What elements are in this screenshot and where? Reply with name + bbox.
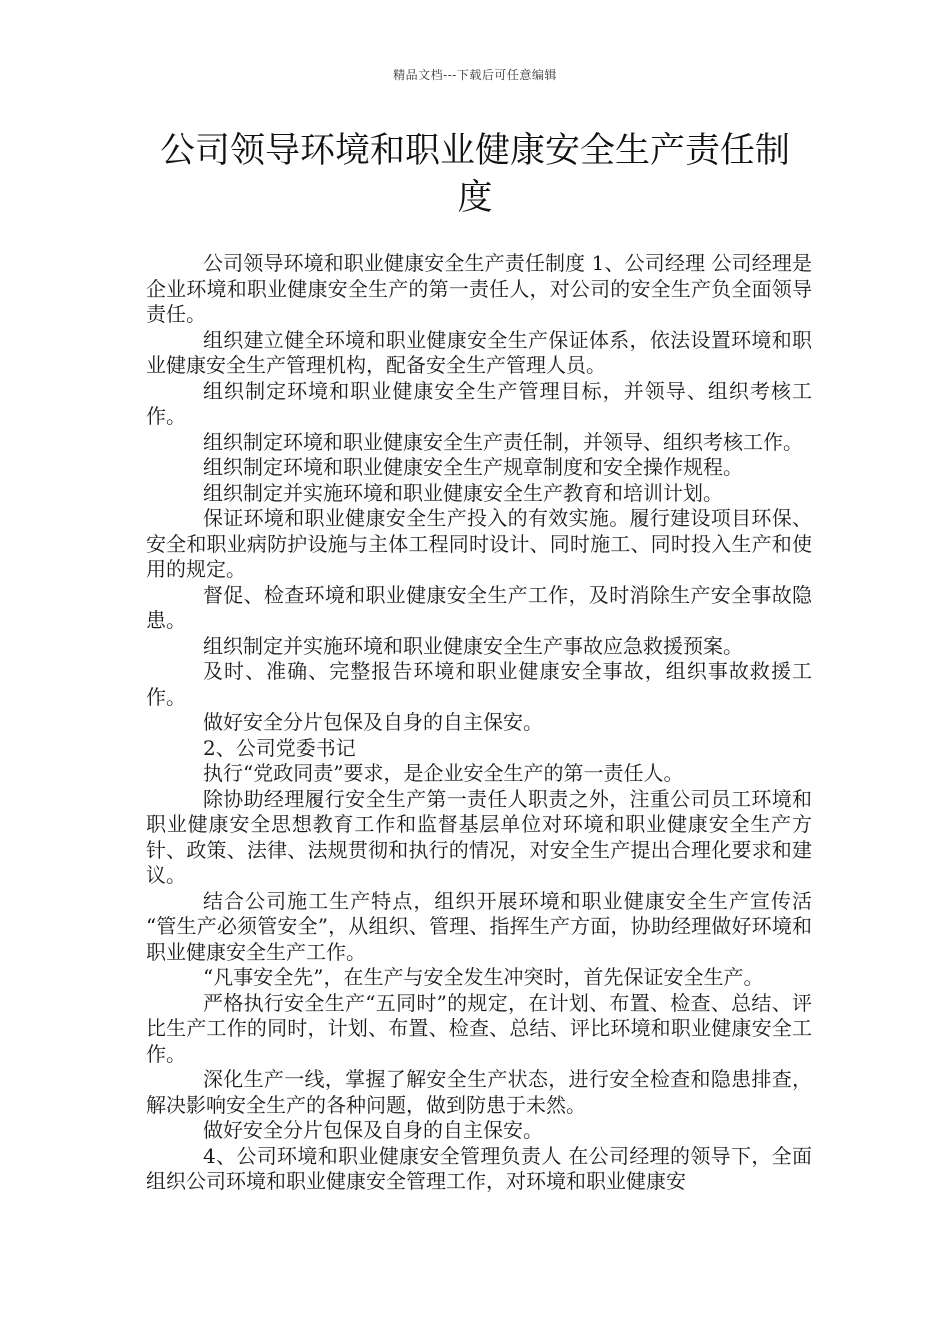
paragraph: 做好安全分片包保及自身的自主保安。 <box>203 710 543 734</box>
paragraph: 组织制定并实施环境和职业健康安全生产事故应急救援预案。 <box>203 633 743 658</box>
paragraph: 除协助经理履行安全生产第一责任人职责之外，注重公司员工环境和职业健康安全思想教育工作和监督基层单位对环境和职业健康安全生产方针、政策、法律、法规贯彻和执行的情况，对安全生产提出合理化要求和建议。 <box>146 786 812 887</box>
paragraph: 公司领导环境和职业健康安全生产责任制度 1、公司经理 公司经理是企业环境和职业健康安全生产的第一责任人，对公司的安全生产负全面领导责任。 <box>146 251 812 326</box>
paragraph: 做好安全分片包保及自身的自主保安。 <box>203 1118 543 1142</box>
paragraph: 结合公司施工生产特点，组织开展环境和职业健康安全生产宣传活 “管生产必须管安全”，从组织、管理、指挥生产方面，协助经理做好环境和职业健康安全生产工作。 <box>146 888 812 964</box>
paragraph: 保证环境和职业健康安全生产投入的有效实施。履行建设项目环保、安全和职业病防护设施与主体工程同时设计、同时施工、同时投入生产和使用的规定。 <box>146 506 812 581</box>
paragraph: 4、公司环境和职业健康安全管理负责人 在公司经理的领导下，全面组织公司环境和职业健康安全管理工作，对环境和职业健康安 <box>146 1143 812 1193</box>
paragraph: 督促、检查环境和职业健康安全生产工作，及时消除生产安全事故隐患。 <box>146 582 812 632</box>
paragraph: 及时、准确、完整报告环境和职业健康安全事故，组织事故救援工作。 <box>146 659 812 709</box>
section-heading: 2、公司党委书记 <box>203 735 356 760</box>
paragraph: 组织制定环境和职业健康安全生产规章制度和安全操作规程。 <box>203 455 743 479</box>
paragraph: 深化生产一线，掌握了解安全生产状态，进行安全检查和隐患排查，解决影响安全生产的各种问题，做到防患于未然。 <box>146 1067 812 1117</box>
paragraph: 组织制定环境和职业健康安全生产责任制，并领导、组织考核工作。 <box>203 429 803 454</box>
document-body <box>146 251 812 1195</box>
paragraph: 组织制定并实施环境和职业健康安全生产教育和培训计划。 <box>203 480 723 505</box>
document-title: 公司领导环境和职业健康安全生产责任制度 <box>159 131 790 218</box>
paragraph: 组织建立健全环境和职业健康安全生产保证体系，依法设置环境和职业健康安全生产管理机构，配备安全生产管理人员。 <box>146 327 812 377</box>
paragraph: 组织制定环境和职业健康安全生产管理目标，并领导、组织考核工作。 <box>146 378 812 428</box>
paragraph: 执行“党政同责”要求，是企业安全生产的第一责任人。 <box>203 761 684 785</box>
header-note: 精品文档---下载后可任意编辑 <box>393 68 557 82</box>
paragraph: 严格执行安全生产“五同时”的规定，在计划、布置、检查、总结、评比生产工作的同时，计划、布置、检查、总结、评比环境和职业健康安全工作。 <box>146 990 812 1066</box>
paragraph: “凡事安全先”，在生产与安全发生冲突时，首先保证安全生产。 <box>203 965 764 989</box>
